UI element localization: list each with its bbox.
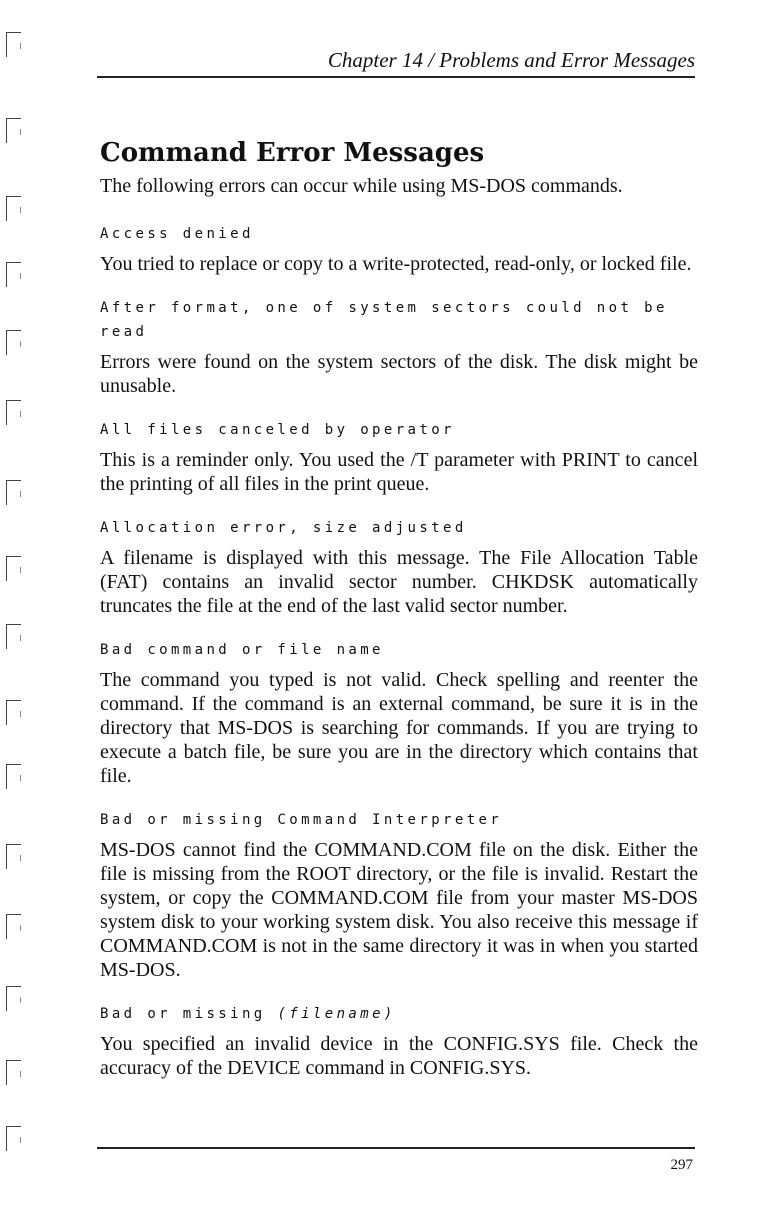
error-description: A filename is displayed with this message. The File Allocation Table (FAT) contains an invalid sector number. CHKDSK automatically truncates the file at the end of the last valid sector number.	[100, 547, 698, 617]
binding-mark	[6, 624, 21, 649]
binding-mark	[6, 914, 21, 939]
page-number: 297	[670, 1157, 693, 1173]
error-message: After format, one of system sectors could not be read	[100, 300, 668, 340]
error-description: Errors were found on the system sectors of the disk. The disk might be unusable.	[100, 351, 698, 397]
error-message: Bad or missing Command Interpreter	[100, 812, 503, 828]
binding-mark	[6, 262, 21, 287]
error-entry-bad-command-interpreter	[100, 808, 698, 982]
error-entry-allocation-error	[100, 516, 698, 618]
binding-mark	[6, 400, 21, 425]
binding-mark	[6, 700, 21, 725]
binding-mark	[6, 118, 21, 143]
error-entry-bad-command	[100, 638, 698, 788]
error-description: This is a reminder only. You used the /T parameter with PRINT to cancel the printing of all files in the print queue.	[100, 449, 698, 495]
error-entry-all-files-canceled	[100, 418, 698, 496]
page-body	[100, 174, 698, 1100]
error-message-variable: (filename)	[277, 1006, 396, 1022]
error-description: You specified an invalid device in the CONFIG.SYS file. Check the accuracy of the DEVICE command in CONFIG.SYS.	[100, 1033, 698, 1079]
header-rule	[97, 76, 695, 78]
binding-mark	[6, 480, 21, 505]
binding-mark	[6, 986, 21, 1011]
binding-mark	[6, 1126, 21, 1151]
binding-mark	[6, 556, 21, 581]
error-message-text: Bad or missing	[100, 1006, 278, 1022]
error-entry-after-format	[100, 296, 698, 398]
error-description: The command you typed is not valid. Check spelling and reenter the command. If the command is an external command, be sure it is in the directory that MS-DOS is searching for commands. If you are trying to execute a batch file, be sure you are in the directory which contains that file.	[100, 669, 698, 787]
error-description: You tried to replace or copy to a write-protected, read-only, or locked file.	[100, 253, 692, 275]
error-entry-access-denied	[100, 222, 698, 276]
error-message: Bad command or file name	[100, 642, 384, 658]
footer-rule	[97, 1147, 695, 1149]
binding-mark	[6, 32, 21, 57]
error-entry-bad-or-missing-filename	[100, 1002, 698, 1080]
running-head: Chapter 14 / Problems and Error Messages	[327, 48, 695, 72]
error-message	[100, 1002, 698, 1026]
error-message: All files canceled by operator	[100, 422, 455, 438]
error-description: MS-DOS cannot find the COMMAND.COM file on the disk. Either the file is missing from the ROOT directory, or the file is invalid. Restart the system, or copy the COMMAND.COM file from your master MS-DOS system disk to your working system disk. You also receive this message if COMMAND.COM is not in the same directory it was in when you started MS-DOS.	[100, 839, 698, 981]
binding-mark	[6, 1060, 21, 1085]
error-message: Allocation error, size adjusted	[100, 520, 467, 536]
binding-mark	[6, 330, 21, 355]
section-title: Command Error Messages	[100, 138, 485, 168]
section-intro: The following errors can occur while using MS-DOS commands.	[100, 175, 623, 197]
binding-mark	[6, 844, 21, 869]
binding-mark	[6, 764, 21, 789]
error-message: Access denied	[100, 226, 254, 242]
binding-mark	[6, 196, 21, 221]
